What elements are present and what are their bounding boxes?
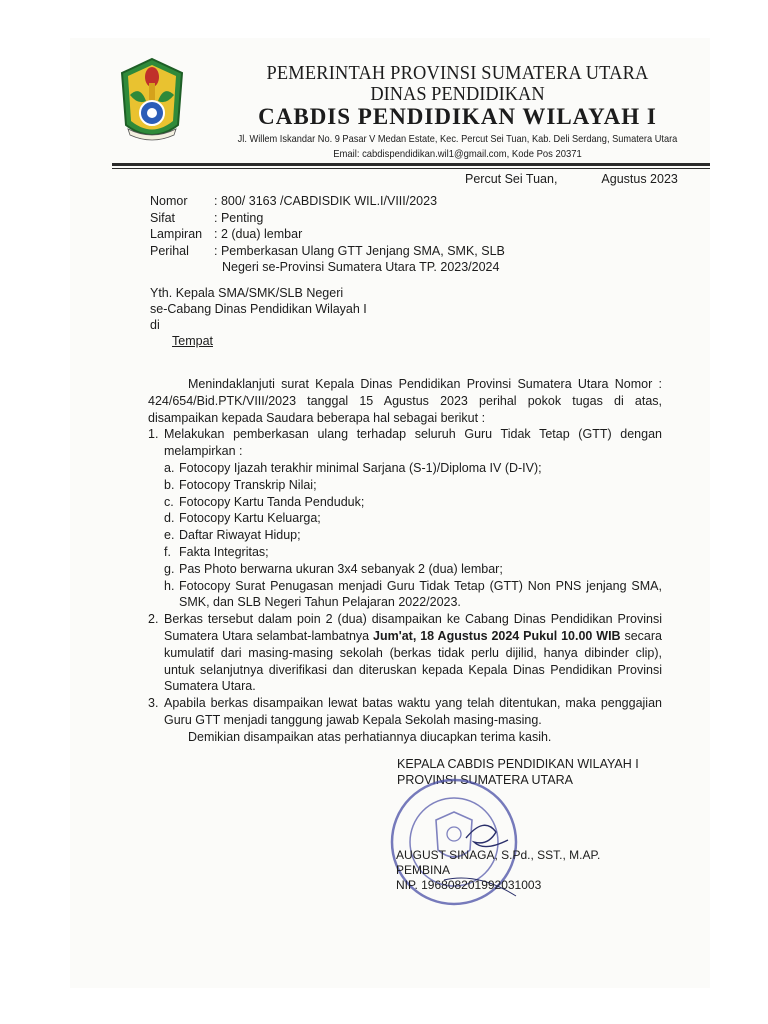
lampiran-value: : 2 (dua) lembar <box>214 227 303 241</box>
attachment-item-text: Fotocopy Ijazah terakhir minimal Sarjana (S-1)/Diploma IV (D-IV); <box>179 460 542 475</box>
signature-title2: PROVINSI SUMATERA UTARA <box>397 773 573 787</box>
letterhead-branch: CABDIS PENDIDIKAN WILAYAH I <box>258 104 657 129</box>
point-1-number: 1. <box>148 427 159 442</box>
letter-meta <box>150 193 505 276</box>
letterhead-government: PEMERINTAH PROVINSI SUMATERA UTARA <box>266 62 649 84</box>
recipient-line2: se-Cabang Dinas Pendidikan Wilayah I <box>150 302 367 316</box>
attachment-item-letter: c. <box>164 494 174 509</box>
letterhead-office: DINAS PENDIDIKAN <box>370 83 545 105</box>
signature-block <box>396 848 600 893</box>
attachment-item <box>148 527 662 544</box>
point-3-text: Apabila berkas disampaikan lewat batas waktu yang telah ditentukan, maka penggajian Guru GTT menjadi tanggung jawab Kepala Sekolah masing-masing. <box>164 696 662 727</box>
point-2-text: Berkas tersebut dalam poin 2 (dua) disampaikan ke Cabang Dinas Pendidikan Provinsi Sumatera Utara selambat-lambatnya Jum'at, 18 Agustus 2024 Pukul 10.00 WIB secara kumulatif dari masing-masing sekolah (berkas tidak perlu dijilid, hanya dibinder clip), untuk selanjutnya diverifikasi dan diteruskan kepada Kepala Dinas Pendidikan Provinsi Sumatera Utara. <box>164 612 662 694</box>
attachment-item-text: Fakta Integritas; <box>179 544 269 559</box>
attachment-item-text: Pas Photo berwarna ukuran 3x4 sebanyak 2 (dua) lembar; <box>179 561 503 576</box>
letter-body <box>148 376 662 746</box>
signatory-rank: PEMBINA <box>396 863 451 877</box>
date-place: Percut Sei Tuan, <box>465 172 558 186</box>
attachment-item <box>148 578 662 612</box>
attachment-list <box>148 460 662 611</box>
point-2 <box>148 611 662 695</box>
attachment-item <box>148 561 662 578</box>
recipient-block <box>150 285 367 349</box>
perihal-label: Perihal <box>150 243 189 258</box>
point-1 <box>148 426 662 460</box>
lampiran-label: Lampiran <box>150 227 203 241</box>
point-3 <box>148 695 662 729</box>
deadline-text: Jum'at, 18 Agustus 2024 Pukul 10.00 WIB <box>373 628 621 643</box>
recipient-line1: Yth. Kepala SMA/SMK/SLB Negeri <box>150 286 344 300</box>
attachment-item-letter: d. <box>164 511 175 526</box>
attachment-item <box>148 460 662 477</box>
closing-text: Demikian disampaikan atas perhatiannya diucapkan terima kasih. <box>188 729 552 744</box>
attachment-item-text: Fotocopy Surat Penugasan menjadi Guru Tidak Tetap (GTT) Non PNS jenjang SMA, SMK, dan SLB Negeri Tahun Pelajaran 2022/2023. <box>179 578 662 610</box>
attachment-item <box>148 477 662 494</box>
nomor-label: Nomor <box>150 194 188 208</box>
attachment-item-letter: b. <box>164 477 175 492</box>
attachment-item-letter: g. <box>164 561 175 576</box>
province-emblem-icon <box>116 55 188 147</box>
attachment-item-text: Daftar Riwayat Hidup; <box>179 528 301 543</box>
attachment-item-text: Fotocopy Transkrip Nilai; <box>179 477 317 492</box>
nomor-value: : 800/ 3163 /CABDISDIK WIL.I/VIII/2023 <box>214 194 438 208</box>
attachment-item <box>148 510 662 527</box>
attachment-item <box>148 544 662 561</box>
letterhead-address: Jl. Willem Iskandar No. 9 Pasar V Medan Estate, Kec. Percut Sei Tuan, Kab. Deli Serdang, Sumatera Utara <box>237 133 678 145</box>
sifat-value: : Penting <box>214 210 264 225</box>
letterhead <box>205 62 710 161</box>
perihal-value: : Pemberkasan Ulang GTT Jenjang SMA, SMK, SLB <box>214 243 505 258</box>
attachment-item-text: Fotocopy Kartu Keluarga; <box>179 511 321 526</box>
sifat-label: Sifat <box>150 210 176 225</box>
attachment-item <box>148 494 662 511</box>
perihal-value-cont: Negeri se-Provinsi Sumatera Utara TP. 2023/2024 <box>222 260 500 274</box>
signature-title1: KEPALA CABDIS PENDIDIKAN WILAYAH I <box>397 757 639 771</box>
attachment-item-letter: e. <box>164 528 175 543</box>
body-intro: Menindaklanjuti surat Kepala Dinas Pendidikan Provinsi Sumatera Utara Nomor : 424/654/Bid.PTK/VIII/2023 tanggal 15 Agustus 2023 perihal pokok tugas di atas, disampaikan kepada Saudara beberapa hal sebagai berikut : <box>148 377 662 425</box>
letter-date <box>465 171 678 188</box>
date-month-year: Agustus 2023 <box>601 172 678 186</box>
point-1-text: Melakukan pemberkasan ulang terhadap seluruh Guru Tidak Tetap (GTT) dengan melampirkan : <box>164 427 662 459</box>
recipient-line3: di <box>150 318 160 332</box>
signatory-nip: NIP. 196808201992031003 <box>396 878 542 892</box>
signatory-name: AUGUST SINAGA, S.Pd., SST., M.AP. <box>396 848 601 862</box>
header-rule-thin <box>112 168 710 169</box>
point-3-number: 3. <box>148 696 159 711</box>
header-rule-thick <box>112 163 710 166</box>
attachment-item-letter: h. <box>164 578 175 593</box>
attachment-item-letter: f. <box>164 544 171 559</box>
letterhead-contact: Email: cabdispendidikan.wil1@gmail.com, Kode Pos 20371 <box>333 148 582 160</box>
attachment-item-letter: a. <box>164 460 175 475</box>
recipient-place: Tempat <box>172 334 213 348</box>
attachment-item-text: Fotocopy Kartu Tanda Penduduk; <box>179 494 365 509</box>
point-2-number: 2. <box>148 612 159 627</box>
